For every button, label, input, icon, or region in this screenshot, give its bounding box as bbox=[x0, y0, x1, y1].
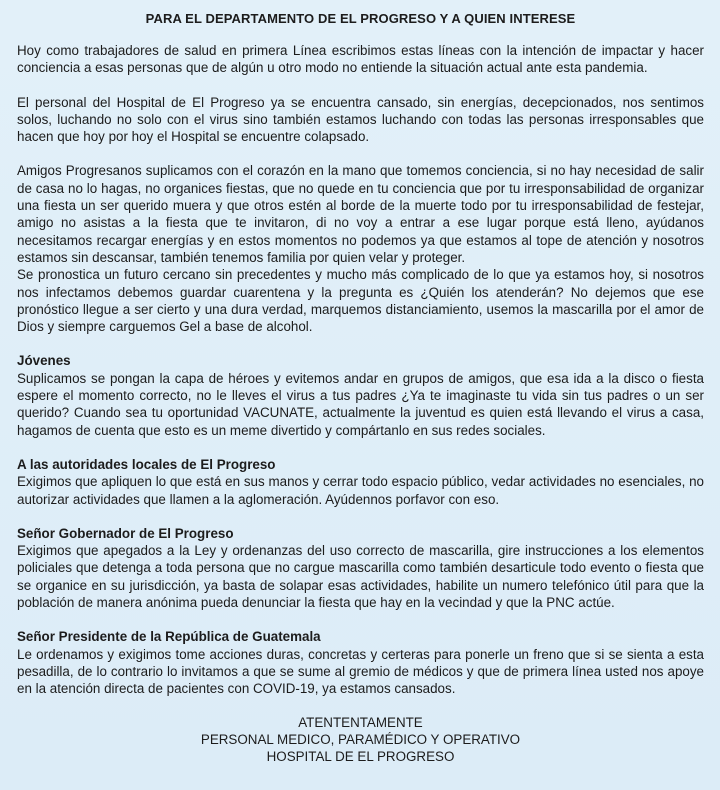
youth-heading: Jóvenes bbox=[17, 353, 71, 369]
signature-block bbox=[17, 714, 704, 766]
governor-body: Exigimos que apegados a la Ley y ordenanzas del uso correcto de mascarilla, gire instrucciones a los elementos policiales que detenga a toda persona que no cargue mascarilla como también desarticule todo evento o fiesta que se organice en su jurisdicción, ya basta de solapar esas actividades, habilite un numero telefónico útil para que la población de manera anónima pueda denunciar la fiesta que hay en la vecindad y que la PNC actúe. bbox=[17, 543, 704, 611]
paragraph-spacer bbox=[17, 335, 704, 352]
letter-title: PARA EL DEPARTAMENTO DE EL PROGRESO Y A QUIEN INTERESE bbox=[145, 11, 576, 26]
local-authorities-body: Exigimos que apliquen lo que está en sus manos y cerrar todo espacio público, vedar actividades no esenciales, no autorizar actividades que llamen a la aglomeración. Ayúdennos porfavor con eso. bbox=[17, 474, 704, 507]
signature-group: PERSONAL MEDICO, PARAMÉDICO Y OPERATIVO bbox=[200, 731, 521, 747]
youth-section bbox=[17, 352, 704, 438]
signature-institution: HOSPITAL DE EL PROGRESO bbox=[266, 749, 455, 765]
governor-section bbox=[17, 525, 704, 611]
paragraph-spacer bbox=[17, 77, 704, 94]
president-heading: Señor Presidente de la República de Guatemala bbox=[17, 629, 321, 645]
youth-body: Suplicamos se pongan la capa de héroes y evitemos andar en grupos de amigos, que esa ida a la disco o fiesta espere el momento correcto, no le lleves el virus a tus padres ¿Ya te imaginaste tu vida sin tus padres o un ser querido? Cuando sea tu oportunidad VACUNATE, actualmente la juventud es quien está llevando el virus a casa, hagamos de cuenta que esto es un meme divertido y compártanlo en sus redes sociales. bbox=[17, 370, 704, 438]
president-section bbox=[17, 628, 704, 697]
president-body: Le ordenamos y exigimos tome acciones duras, concretas y certeras para ponerle un freno que si se sienta a esta pesadilla, de lo contrario lo invitamos a que se sume al gremio de médicos y que de primera línea usted nos apoye en la atención directa de pacientes con COVID-19, ya estamos cansados. bbox=[17, 646, 704, 697]
paragraph-spacer bbox=[17, 508, 704, 525]
local-authorities-section bbox=[17, 456, 704, 508]
intro-paragraph: Hoy como trabajadores de salud en primera Línea escribimos estas líneas con la intención de impactar y hacer conciencia a esas personas que de algún u otro modo no entiende la situación actual ante esta pandemia. bbox=[17, 43, 704, 76]
paragraph-spacer bbox=[17, 439, 704, 456]
local-authorities-heading: A las autoridades locales de El Progreso bbox=[17, 456, 276, 472]
plea-paragraph: Amigos Progresanos suplicamos con el corazón en la mano que tomemos conciencia, si no hay necesidad de salir de casa no lo hagas, no organices fiestas, que no quede en tu conciencia que por tu irresponsabilidad de organizar una fiesta un ser querido muera y que otros estén al borde de la muerte todo por tu irresponsabilidad de festejar, amigo no asistas a la fiesta que te invitaron, di no voy a entrar a ese lugar porque está lleno, ayúdanos necesitamos recargar energías y en estos momentos no podemos ya que estamos al tope de atención y nosotros estamos sin descansar, también tenemos familia por quien velar y proteger. bbox=[17, 163, 704, 265]
signature-closing: ATENTENTAMENTE bbox=[298, 714, 423, 730]
governor-heading: Señor Gobernador de El Progreso bbox=[17, 525, 234, 541]
staff-paragraph: El personal del Hospital de El Progreso ya se encuentra cansado, sin energías, decepcionados, nos sentimos solos, luchando no solo con el virus sino también estamos luchando con todas las personas irresponsables que hacen que hoy por hoy el Hospital se encuentre colapsado. bbox=[17, 94, 704, 145]
paragraph-spacer bbox=[17, 145, 704, 162]
forecast-paragraph: Se pronostica un futuro cercano sin precedentes y mucho más complicado de lo que ya estamos hoy, si nosotros nos infectamos debemos guardar cuarentena y la pregunta es ¿Quién los atenderán? No dejemos que ese pronóstico llegue a ser cierto y una dura verdad, marquemos distanciamiento, usemos la mascarilla por el amor de Dios y siempre carguemos Gel a base de alcohol. bbox=[17, 267, 704, 335]
paragraph-spacer bbox=[17, 611, 704, 628]
